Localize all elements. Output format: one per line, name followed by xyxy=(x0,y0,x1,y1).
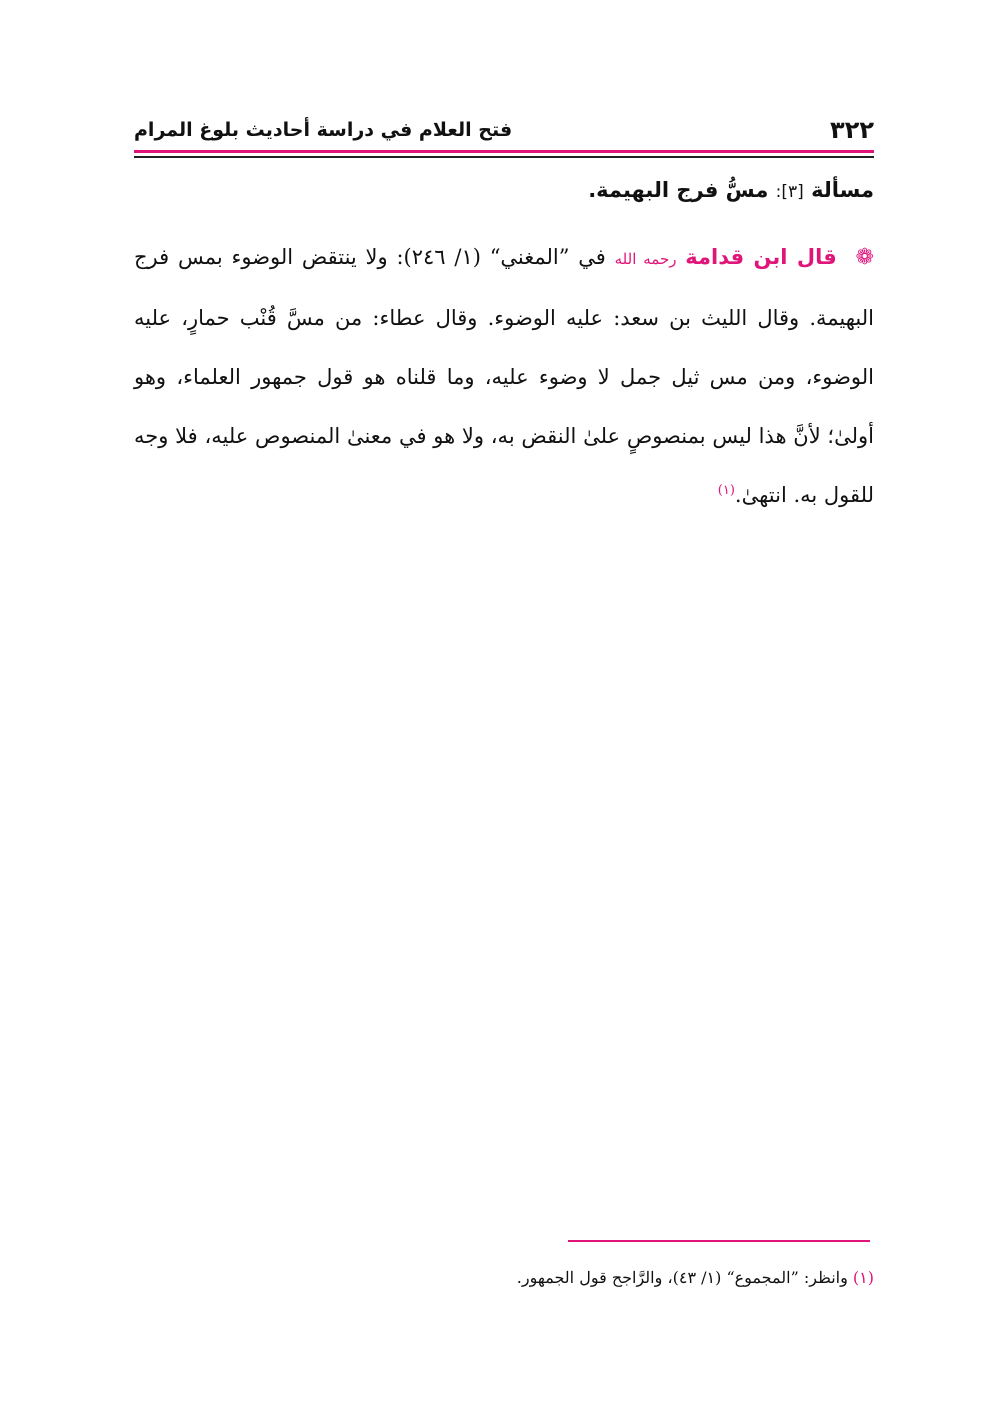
footnote-reference[interactable]: (١) xyxy=(717,483,735,498)
flower-icon: ❁ xyxy=(855,245,874,270)
section-heading xyxy=(134,168,874,214)
page-header xyxy=(134,112,874,148)
section-label: مسألة xyxy=(811,178,874,202)
honorific: رحمه الله xyxy=(614,250,677,268)
footnote-number: (١) xyxy=(852,1268,874,1287)
body-paragraph xyxy=(134,228,874,525)
footnote-separator xyxy=(568,1240,870,1242)
section-title: مسُّ فرج البهيمة. xyxy=(588,178,769,202)
footnote xyxy=(134,1264,874,1292)
section-number: [٣]: xyxy=(775,182,804,202)
footnote-text: وانظر: ”المجموع“ (١/ ٤٣)، والرَّاجح قول الجمهور. xyxy=(516,1268,848,1287)
running-title: فتح العلام في دراسة أحاديث بلوغ المرام xyxy=(134,119,513,141)
header-rule-black xyxy=(134,156,874,158)
header-rule-pink xyxy=(134,150,874,153)
page-number: ٣٢٢ xyxy=(830,116,874,144)
paragraph-text: في ”المغني“ (١/ ٢٤٦): ولا ينتقض الوضوء بمس فرج البهيمة. وقال الليث بن سعد: عليه الوضوء. وقال عطاء: من مسَّ قُنْب حمارٍ، عليه الوضوء، ومن مس ثيل جمل لا وضوء عليه، وما قلناه هو قول جمهور العلماء، وهو أولىٰ؛ لأنَّ هذا ليس بمنصوصٍ علىٰ النقض به، ولا هو في معنىٰ المنصوص عليه، فلا وجه للقول به. انتهىٰ. xyxy=(134,245,874,507)
author-name: قال ابن قدامة xyxy=(685,245,837,269)
